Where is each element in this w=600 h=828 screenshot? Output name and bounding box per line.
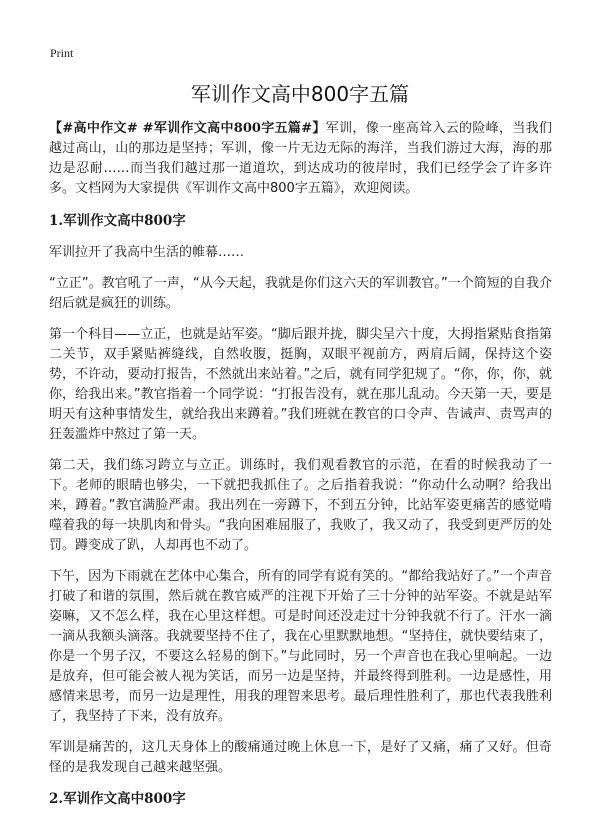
section-1-paragraph: 下午，因为下雨就在艺体中心集合，所有的同学有说有笑的。“都给我站好了。”一个声音打破了和谐的氛围，然后就在教官威严的注视下开始了三十分钟的站军姿。不就是站军姿嘛，又不怎么样，我在心里这样想。可是时间还没走过十分钟我就不行了。汗水一滴一滴从我额头滴落。我就要坚持不住了，我在心里默默地想。“坚持住，就快要结束了，你是一个男子汉，不要这么轻易的倒下。”与此同时，另一个声音也在我心里响起。一边是放弃，但可能会被人视为笑话，而另一边是坚持，并最终得到胜利。一边是感性，用感情来思考，而另一边是理性，用我的理智来思考。最后理性胜利了，那也代表我胜利了，我坚持了下来，没有放弃。: [49, 569, 552, 724]
section-heading-2: 2.军训作文高中800字: [49, 791, 186, 807]
section-1-paragraph: “立正”。教官吼了一声，“从今天起，我就是你们这六天的军训教官。”一个简短的自我介绍后就是疯狂的训练。: [49, 276, 552, 311]
intro-tag: 【#高中作文# #军训作文高中800字五篇#】: [49, 121, 326, 136]
section-heading-1: 1.军训作文高中800字: [49, 213, 186, 229]
section-1-paragraph: 第一个科目——立正，也就是站军姿。“脚后跟并拢，脚尖呈六十度，大拇指紧贴食指第二关节，双手紧贴裤缝线，自然收腹，挺胸，双眼平视前方，两肩后阔，保持这个姿势，不许动，要动打报告，不然就出来站着。”之后，就有同学犯规了。“你，你，你，就你，给我出来。”教官指着一个同学说：“打报告没有，就在那儿乱动。今天第一天，要是明天有这种事情发生，就给我出来蹲着。”我们班就在教官的口令声、告诫声、责骂声的狂轰滥炸中熬过了第一天。: [49, 327, 552, 442]
document-body: [49, 119, 552, 821]
intro-text: 军训，像一座高耸入云的险峰，当我们越过高山，山的那边是坚持；军训，像一片无边无际的海洋，当我们游过大海，海的那边是忍耐……而当我们越过那一道道坎，到达成功的彼岸时，我们已经学会了许多许多。文档网为大家提供《军训作文高中800字五篇》，欢迎阅读。: [49, 121, 552, 196]
document-title: 军训作文高中800字五篇: [190, 82, 410, 106]
section-1-paragraph: 军训拉开了我高中生活的帷幕……: [49, 245, 245, 260]
print-label: Print: [50, 46, 74, 60]
intro-paragraph: [49, 119, 552, 199]
section-1-paragraph: 第二天，我们练习跨立与立正。训练时，我们观看教官的示范，在看的时候我动了一下。老师的眼睛也够尖，一下就把我抓住了。之后指着我说：“你动什么动啊？给我出来，蹲着。”教官满脸严肃。我出列在一旁蹲下，不到五分钟，比站军姿更痛苦的感觉啃噬着我的每一块肌肉和骨头。“我向困难屈服了，我败了，我又动了，我受到更严厉的处罚。蹲变成了趴，人却再也不动了。: [49, 458, 552, 553]
section-1-paragraph: 军训是痛苦的，这几天身体上的酸痛通过晚上休息一下，是好了又痛，痛了又好。但奇怪的是我发现自己越来越坚强。: [49, 740, 552, 775]
